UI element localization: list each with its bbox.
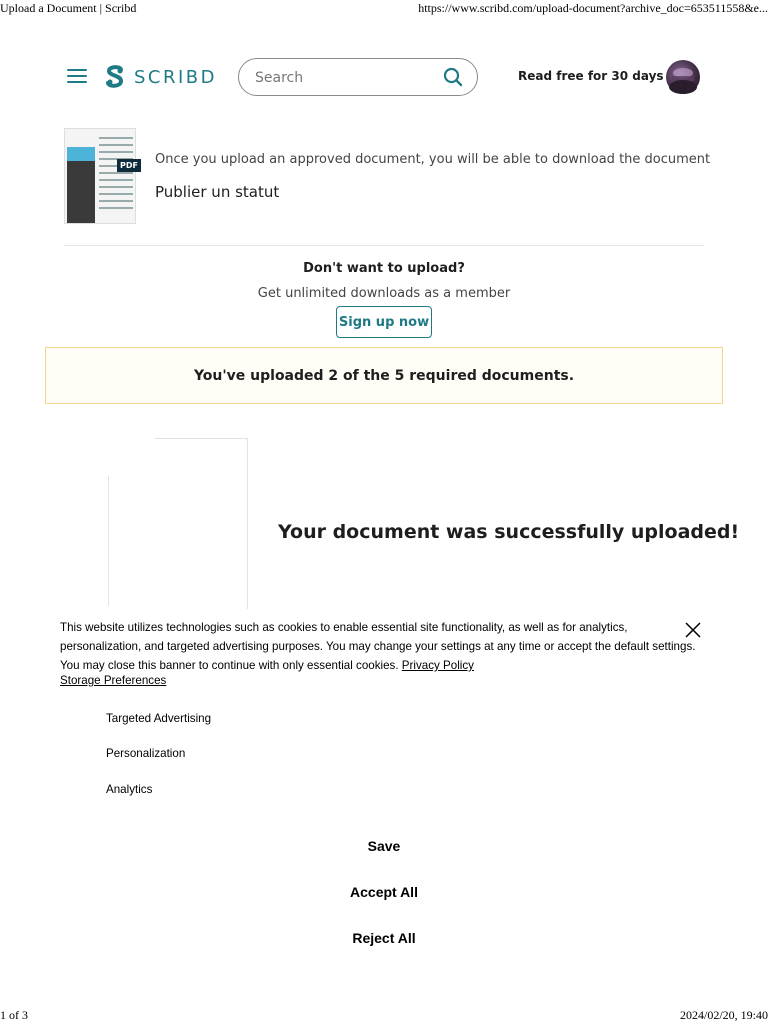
print-footer bbox=[0, 1008, 768, 1024]
cookie-banner bbox=[0, 610, 768, 1005]
document-thumbnail[interactable] bbox=[64, 128, 136, 224]
upsell-heading: Don't want to upload? bbox=[303, 261, 465, 276]
document-preview-edge bbox=[108, 476, 111, 606]
uploaded-document-row bbox=[64, 128, 711, 224]
upload-progress-banner bbox=[45, 347, 723, 404]
print-header bbox=[0, 0, 768, 16]
scribd-logo-icon bbox=[104, 64, 126, 90]
print-url: https://www.scribd.com/upload-document?archive_doc=653511558&e... bbox=[418, 1, 768, 15]
storage-preferences-link[interactable]: Storage Preferences bbox=[60, 674, 167, 687]
divider bbox=[64, 245, 704, 246]
print-datetime: 2024/02/20, 19:40 bbox=[679, 1008, 768, 1022]
top-navigation bbox=[0, 56, 768, 100]
avatar[interactable] bbox=[666, 60, 700, 94]
pref-analytics[interactable]: Analytics bbox=[106, 783, 153, 796]
reject-all-button[interactable]: Reject All bbox=[284, 923, 484, 953]
save-button[interactable]: Save bbox=[284, 831, 484, 861]
avatar-image-icon bbox=[666, 60, 700, 94]
pref-personalization[interactable]: Personalization bbox=[106, 747, 186, 760]
search-icon[interactable] bbox=[443, 67, 463, 87]
page-counter: 1 of 3 bbox=[0, 1008, 28, 1022]
privacy-policy-link[interactable]: Privacy Policy bbox=[401, 659, 474, 672]
cookie-text bbox=[60, 618, 700, 675]
upload-success-message: Your document was successfully uploaded! bbox=[278, 521, 740, 543]
upload-info-message: Once you upload an approved document, you will be able to download the document bbox=[155, 152, 711, 167]
print-page-title: Upload a Document | Scribd bbox=[0, 1, 137, 15]
pdf-badge: PDF bbox=[117, 159, 141, 172]
document-preview-frame bbox=[155, 438, 248, 609]
scribd-logo[interactable] bbox=[104, 63, 217, 91]
sign-up-button[interactable]: Sign up now bbox=[336, 306, 432, 338]
logo-text: SCRIBD bbox=[134, 66, 218, 88]
search-box bbox=[238, 58, 478, 96]
search-input[interactable] bbox=[253, 67, 437, 89]
hamburger-menu-icon[interactable] bbox=[67, 68, 87, 84]
upsell-subheading: Get unlimited downloads as a member bbox=[257, 286, 511, 301]
document-title[interactable]: Publier un statut bbox=[155, 183, 280, 201]
upload-progress-text: You've uploaded 2 of the 5 required documents. bbox=[193, 367, 575, 384]
close-icon[interactable] bbox=[684, 621, 702, 639]
pref-targeted-advertising[interactable]: Targeted Advertising bbox=[106, 712, 212, 725]
read-free-link[interactable]: Read free for 30 days bbox=[518, 69, 664, 83]
cookie-message: This website utilizes technologies such as cookies to enable essential site functionality, as well as for analytics, personalization, and targeted advertising purposes. You may change your settings at any time or accept the default settings. You may close this banner to continue with only essential cookies. bbox=[60, 621, 696, 672]
accept-all-button[interactable]: Accept All bbox=[284, 877, 484, 907]
